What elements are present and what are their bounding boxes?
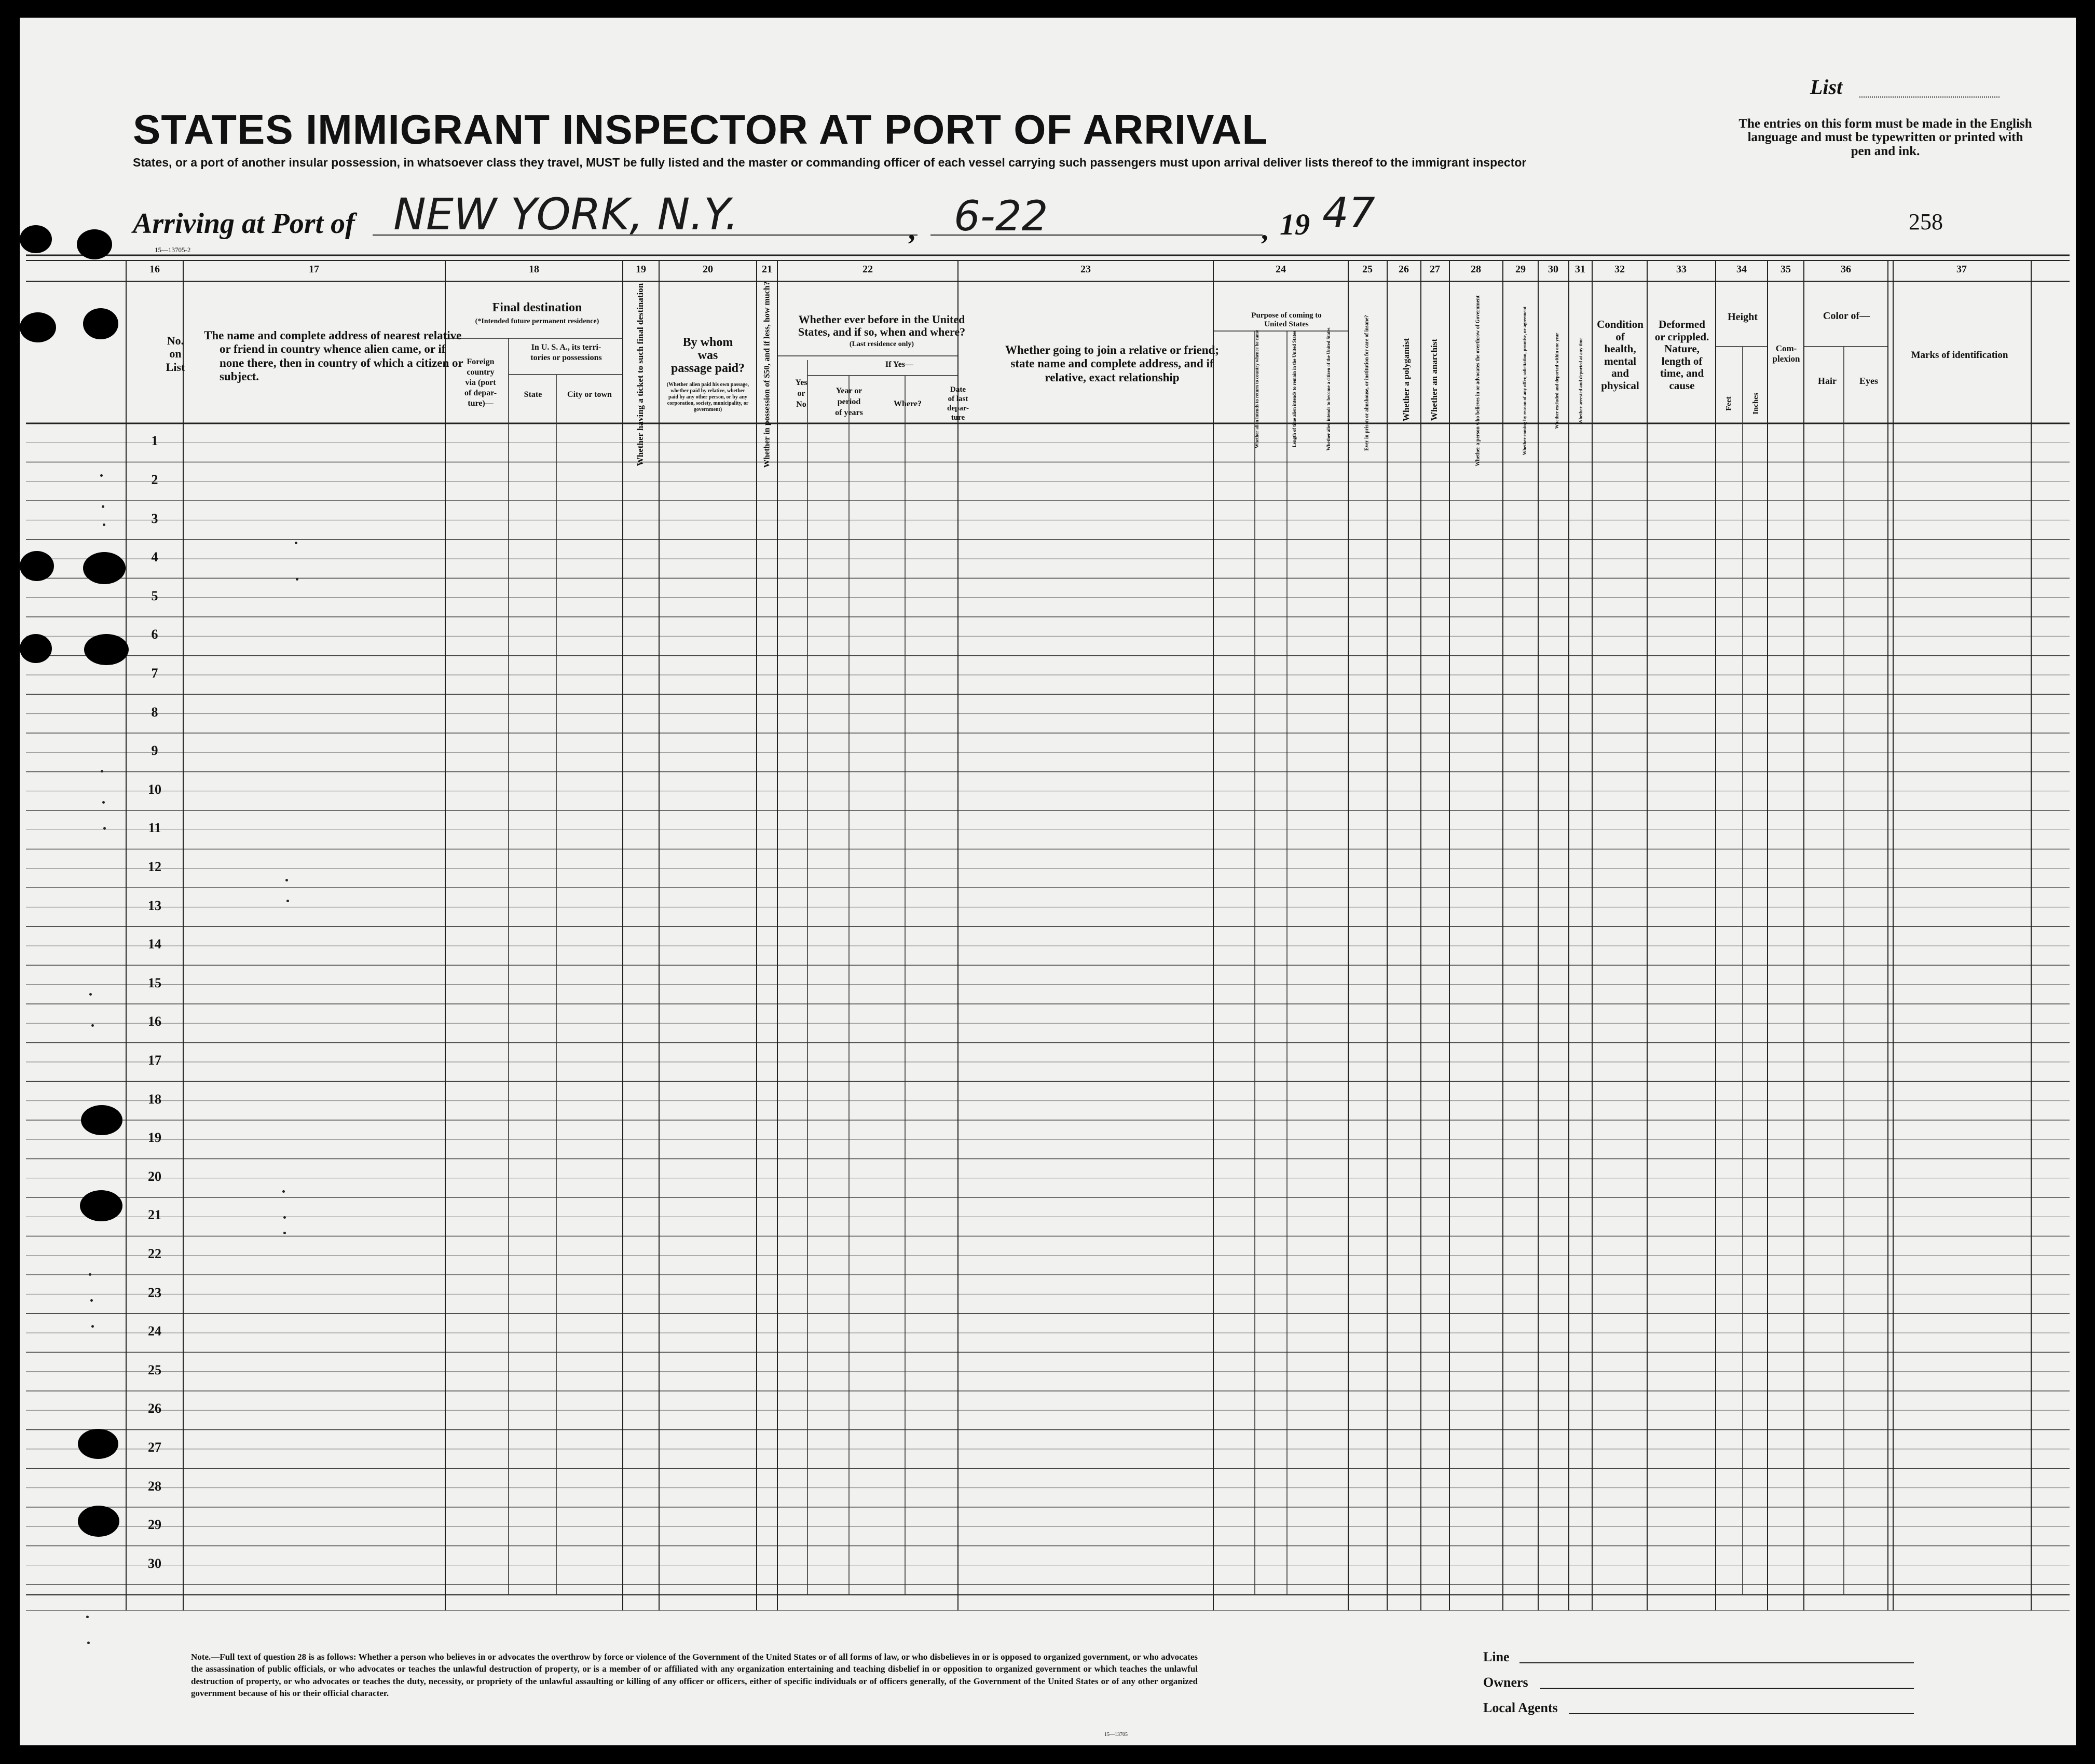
row-number: 23 [148,1285,161,1300]
column-number: 16 [149,264,160,275]
footnote-q28: Note.—Full text of question 28 is as follows: Whether a person who believes in or advocates the overthrow by force or violence of the Government of the United States or of all forms of law, or who disbelieves in or is opposed to organized government, or who advocates the assassination of public officials, or who advocates or teaches the unlawful destruction of property, or is a member of or affiliated with any organization entertaining and teaching disbelief in or opposition to organized government or which teaches the unlawful destruction of property, or who advocates or teaches the duty, necessity, or propriety of the unlawful assaulting or killing of any officer or officers, either of specific individuals or of officers generally, of the Government of the United States or of any other organized government because of his or their official character. [191,1652,1198,1699]
col24-citizen: Whether alien intends to become a citizen of the United States [1326,327,1331,451]
owners-field[interactable] [1540,1688,1914,1689]
col26-header: Whether a polygamist [1401,338,1411,422]
col18-city: City or town [567,390,612,399]
column-number: 35 [1781,264,1791,275]
col34-inches: Inches [1751,393,1760,415]
row-number: 19 [148,1130,161,1146]
column-number: 24 [1276,264,1286,275]
column-number: 33 [1676,264,1687,275]
column-number: 34 [1736,264,1747,275]
row-number: 2 [151,472,158,487]
row-number: 5 [151,588,158,603]
column-number: 20 [703,264,713,275]
row-number: 14 [148,936,161,952]
punch-hole [20,551,54,581]
column-number: 29 [1515,264,1526,275]
footer-code: 15—13705 [1104,1732,1128,1738]
column-number: 25 [1362,264,1373,275]
col19-header: Whether having a ticket to such final destination [635,283,645,466]
row-number: 18 [148,1091,161,1107]
col24-title: Purpose of coming to United States [1251,311,1322,329]
column-number: 19 [636,264,646,275]
line-field[interactable] [1519,1662,1914,1663]
row-number: 17 [148,1052,161,1068]
col24-length: Length of time alien intends to remain in the United States [1292,330,1297,448]
col35-header: Com- plexion [1772,343,1800,364]
manifest-sheet: List STATES IMMIGRANT INSPECTOR AT PORT OF ARRIVAL States, or a port of another insular possession, in whatsoever class they travel, MUST be fully listed and the master or commanding officer of each vessel carrying such passengers must upon arrival deliver lists thereof to the immigrant inspector The entries on this form must be made in the English language and must be typewritten or printed with pen and ink. Arriving at Port of NEW YORK, N.Y. , 6-22 , 19 47 258 15—13705-2 16 17 18 19 20 21 22 23 24 25 26 27 28 29 30 31 32 33 34 35 36 37 No. on List The name and complete address of nearest relative or friend in country whence alien came, or if none there, then in country of which a citizen or subject. Final destination (*Intended future permanent residence) Foreign country via (port of depar- ture)— In U. S. A., its terri- tories or possessions State City or town Whether having a ticket to such final destination By whom was passage paid? (Whether alien paid his own passage, whether paid by relative, whether paid by any other person, or by any corporation, society, municipality, or government) Whether in possession of $50, and if less, how much? Whether ever before in the United States, and if so, when and where? (Last residence only) If Yes— Yes or No Year or period of years Where? Date of last depar- ture Whether going to join a relative or friend; state name and complete address, and if relative, exact relationship Purpose of coming to United States Whether alien intends to return to country whence he came Length of time alien intends to remain in the United States Whether alien intends to become a citizen of the United States Ever in prison or almshouse, or institution for care of insane? Whether a polygamist Whether an anarchist Whether a person who believes in or advocates the overthrow of Government Whether coming by reason of any offer, solicitation, promise, or agreement Whether excluded and deported within one year Whether arrested and deported at any time Condition of health, mental and physical Deformed or crippled. Nature, length of time, and cause Height Feet Inches Com- plexion Color of— Hair Eyes Marks of identification 1 2 3 4 5 6 7 8 9 10 11 12 13 14 15 16 17 18 19 20 21 22 23 24 25 26 27 28 29 30 Note.—Full text of question 28 is as follows: Whether a person who believes in or advocates the overthrow by force or violence of the Government of the United States or of all forms of law, or who disbelieves in or is opposed to organized government, or who advocates the assassination of public officials, or who advocates or teaches the unlawful destruction of property, or is a member of or affiliated with any organization entertaining and teaching disbelief in or opposition to organized government or which teaches the unlawful destruction of property, or who advocates or teaches the duty, necessity, or propriety of the unlawful assaulting or killing of any officer or officers, either of specific individuals or of officers generally, of the Government of the United States or of any other organized government because of his or their official character. 15—13705 Line Owners Local Agents [20,18,2076,1745]
col28-header: Whether a person who believes in or advocates the overthrow of Government [1475,295,1481,466]
col24-return: Whether alien intends to return to country whence he came [1254,330,1259,448]
col22-ifyes: If Yes— [885,360,914,369]
col18-state: State [524,390,542,399]
punch-hole [80,1190,122,1221]
column-number: 22 [862,264,873,275]
col17-header: The name and complete address of nearest relative or friend in country whence alien came, or if none there, then in country of which a citizen or subject. [204,329,463,383]
col22-date: Date of last depar- ture [947,385,969,422]
row-number: 26 [148,1401,161,1416]
row-number: 1 [151,433,158,449]
col34-title: Height [1728,311,1758,323]
col37-header: Marks of identification [1911,350,2008,361]
col22-year: Year or period of years [835,387,863,417]
punch-hole [78,1506,119,1537]
col25-header: Ever in prison or almshouse, or institution for care of insane? [1364,315,1370,451]
col33-header: Deformed or crippled. Nature, length of time, and cause [1654,318,1709,392]
col18-usa: In U. S. A., its terri- tories or possessions [530,343,602,362]
row-number: 21 [148,1207,161,1223]
col22-where: Where? [894,399,922,408]
row-number: 13 [148,898,161,913]
year-value[interactable]: 47 [1322,189,1375,237]
local-agents-field[interactable] [1569,1713,1914,1714]
date-value[interactable]: 6-22 [954,192,1048,240]
row-number: 8 [151,704,158,720]
col31-header: Whether arrested and deported at any time [1578,337,1583,424]
row-number: 11 [148,820,161,836]
column-number: 17 [309,264,319,275]
punch-hole [83,308,118,339]
row-number: 4 [151,549,158,565]
column-number: 18 [529,264,539,275]
punch-hole [20,225,52,253]
column-number: 30 [1548,264,1558,275]
column-number: 31 [1575,264,1585,275]
col27-header: Whether an anarchist [1429,338,1439,421]
row-number: 10 [148,781,161,797]
col21-header: Whether in possession of $50, and if less, how much? [762,281,772,468]
column-number: 28 [1471,264,1481,275]
row-number: 25 [148,1362,161,1377]
punch-hole [78,1429,118,1459]
local-agents-label: Local Agents [1483,1700,1558,1715]
column-number: 32 [1614,264,1625,275]
row-number: 24 [148,1324,161,1339]
col22-subtitle: (Last residence only) [849,340,914,348]
row-number: 27 [148,1439,161,1455]
col32-header: Condition of health, mental and physical [1597,318,1644,392]
punch-hole [84,634,129,665]
row-number: 7 [151,665,158,681]
col18-subtitle: (*Intended future permanent residence) [475,318,599,325]
column-number: 26 [1399,264,1409,275]
row-number: 15 [148,975,161,990]
column-number: 36 [1841,264,1851,275]
row-number: 16 [148,1014,161,1029]
col34-feet: Feet [1724,396,1733,411]
col22-title: Whether ever before in the United States, and if so, when and where? [798,313,966,339]
col18-foreign: Foreign country via (port of depar- ture)— [464,357,497,408]
col20-note: (Whether alien paid his own passage, whether paid by relative, whether paid by any other person, or by any corporation, society, municipality, or government) [666,382,749,412]
punch-hole [20,634,52,663]
row-number: 6 [151,627,158,642]
punch-hole [77,229,112,259]
row-number: 29 [148,1517,161,1533]
column-number: 23 [1080,264,1091,275]
punch-hole [20,312,56,342]
owners-label: Owners [1483,1675,1528,1690]
port-value[interactable]: NEW YORK, N.Y. [393,189,739,240]
page-subtitle: States, or a port of another insular possession, in whatsoever class they travel, MUST be fully listed and the master or commanding officer of each vessel carrying such passengers must upon arrival deliver lists thereof to the immigrant inspector [133,156,1527,169]
col36-title: Color of— [1823,310,1870,322]
list-field[interactable] [1859,97,2000,98]
col20-title: By whom was passage paid? [670,336,745,376]
page-title: STATES IMMIGRANT INSPECTOR AT PORT OF ARRIVAL [133,106,1268,153]
instructions-note: The entries on this form must be made in the English language and must be typewritten or printed with pen and ink. [1738,117,2032,158]
col18-title: Final destination [492,301,582,314]
col36-eyes: Eyes [1859,376,1878,386]
row-number: 12 [148,859,161,874]
row-number: 20 [148,1168,161,1184]
col22-yesno: Yes or No [795,378,807,409]
row-number: 3 [151,511,158,526]
row-number: 30 [148,1555,161,1571]
list-label: List [1810,75,1843,99]
row-number: 22 [148,1246,161,1261]
col29-header: Whether coming by reason of any offer, solicitation, promise, or agreement [1522,306,1527,456]
col30-header: Whether excluded and deported within one year [1554,333,1559,429]
column-number: 27 [1430,264,1440,275]
col16-header: No. on List [166,334,185,374]
column-number: 37 [1956,264,1967,275]
punch-hole [83,552,126,584]
punch-hole [81,1105,122,1135]
column-number: 21 [762,264,772,275]
table-grid [20,18,2076,1745]
arriving-label: Arriving at Port of [133,208,355,240]
col36-hair: Hair [1818,376,1837,386]
form-code: 15—13705-2 [155,246,191,254]
page-number: 258 [1909,209,1943,235]
col23-header: Whether going to join a relative or friend; state name and complete address, and if relative, exact relationship [1005,343,1220,384]
year-prefix: 19 [1280,208,1310,241]
line-label: Line [1483,1649,1510,1664]
row-number: 28 [148,1478,161,1494]
row-number: 9 [151,743,158,759]
